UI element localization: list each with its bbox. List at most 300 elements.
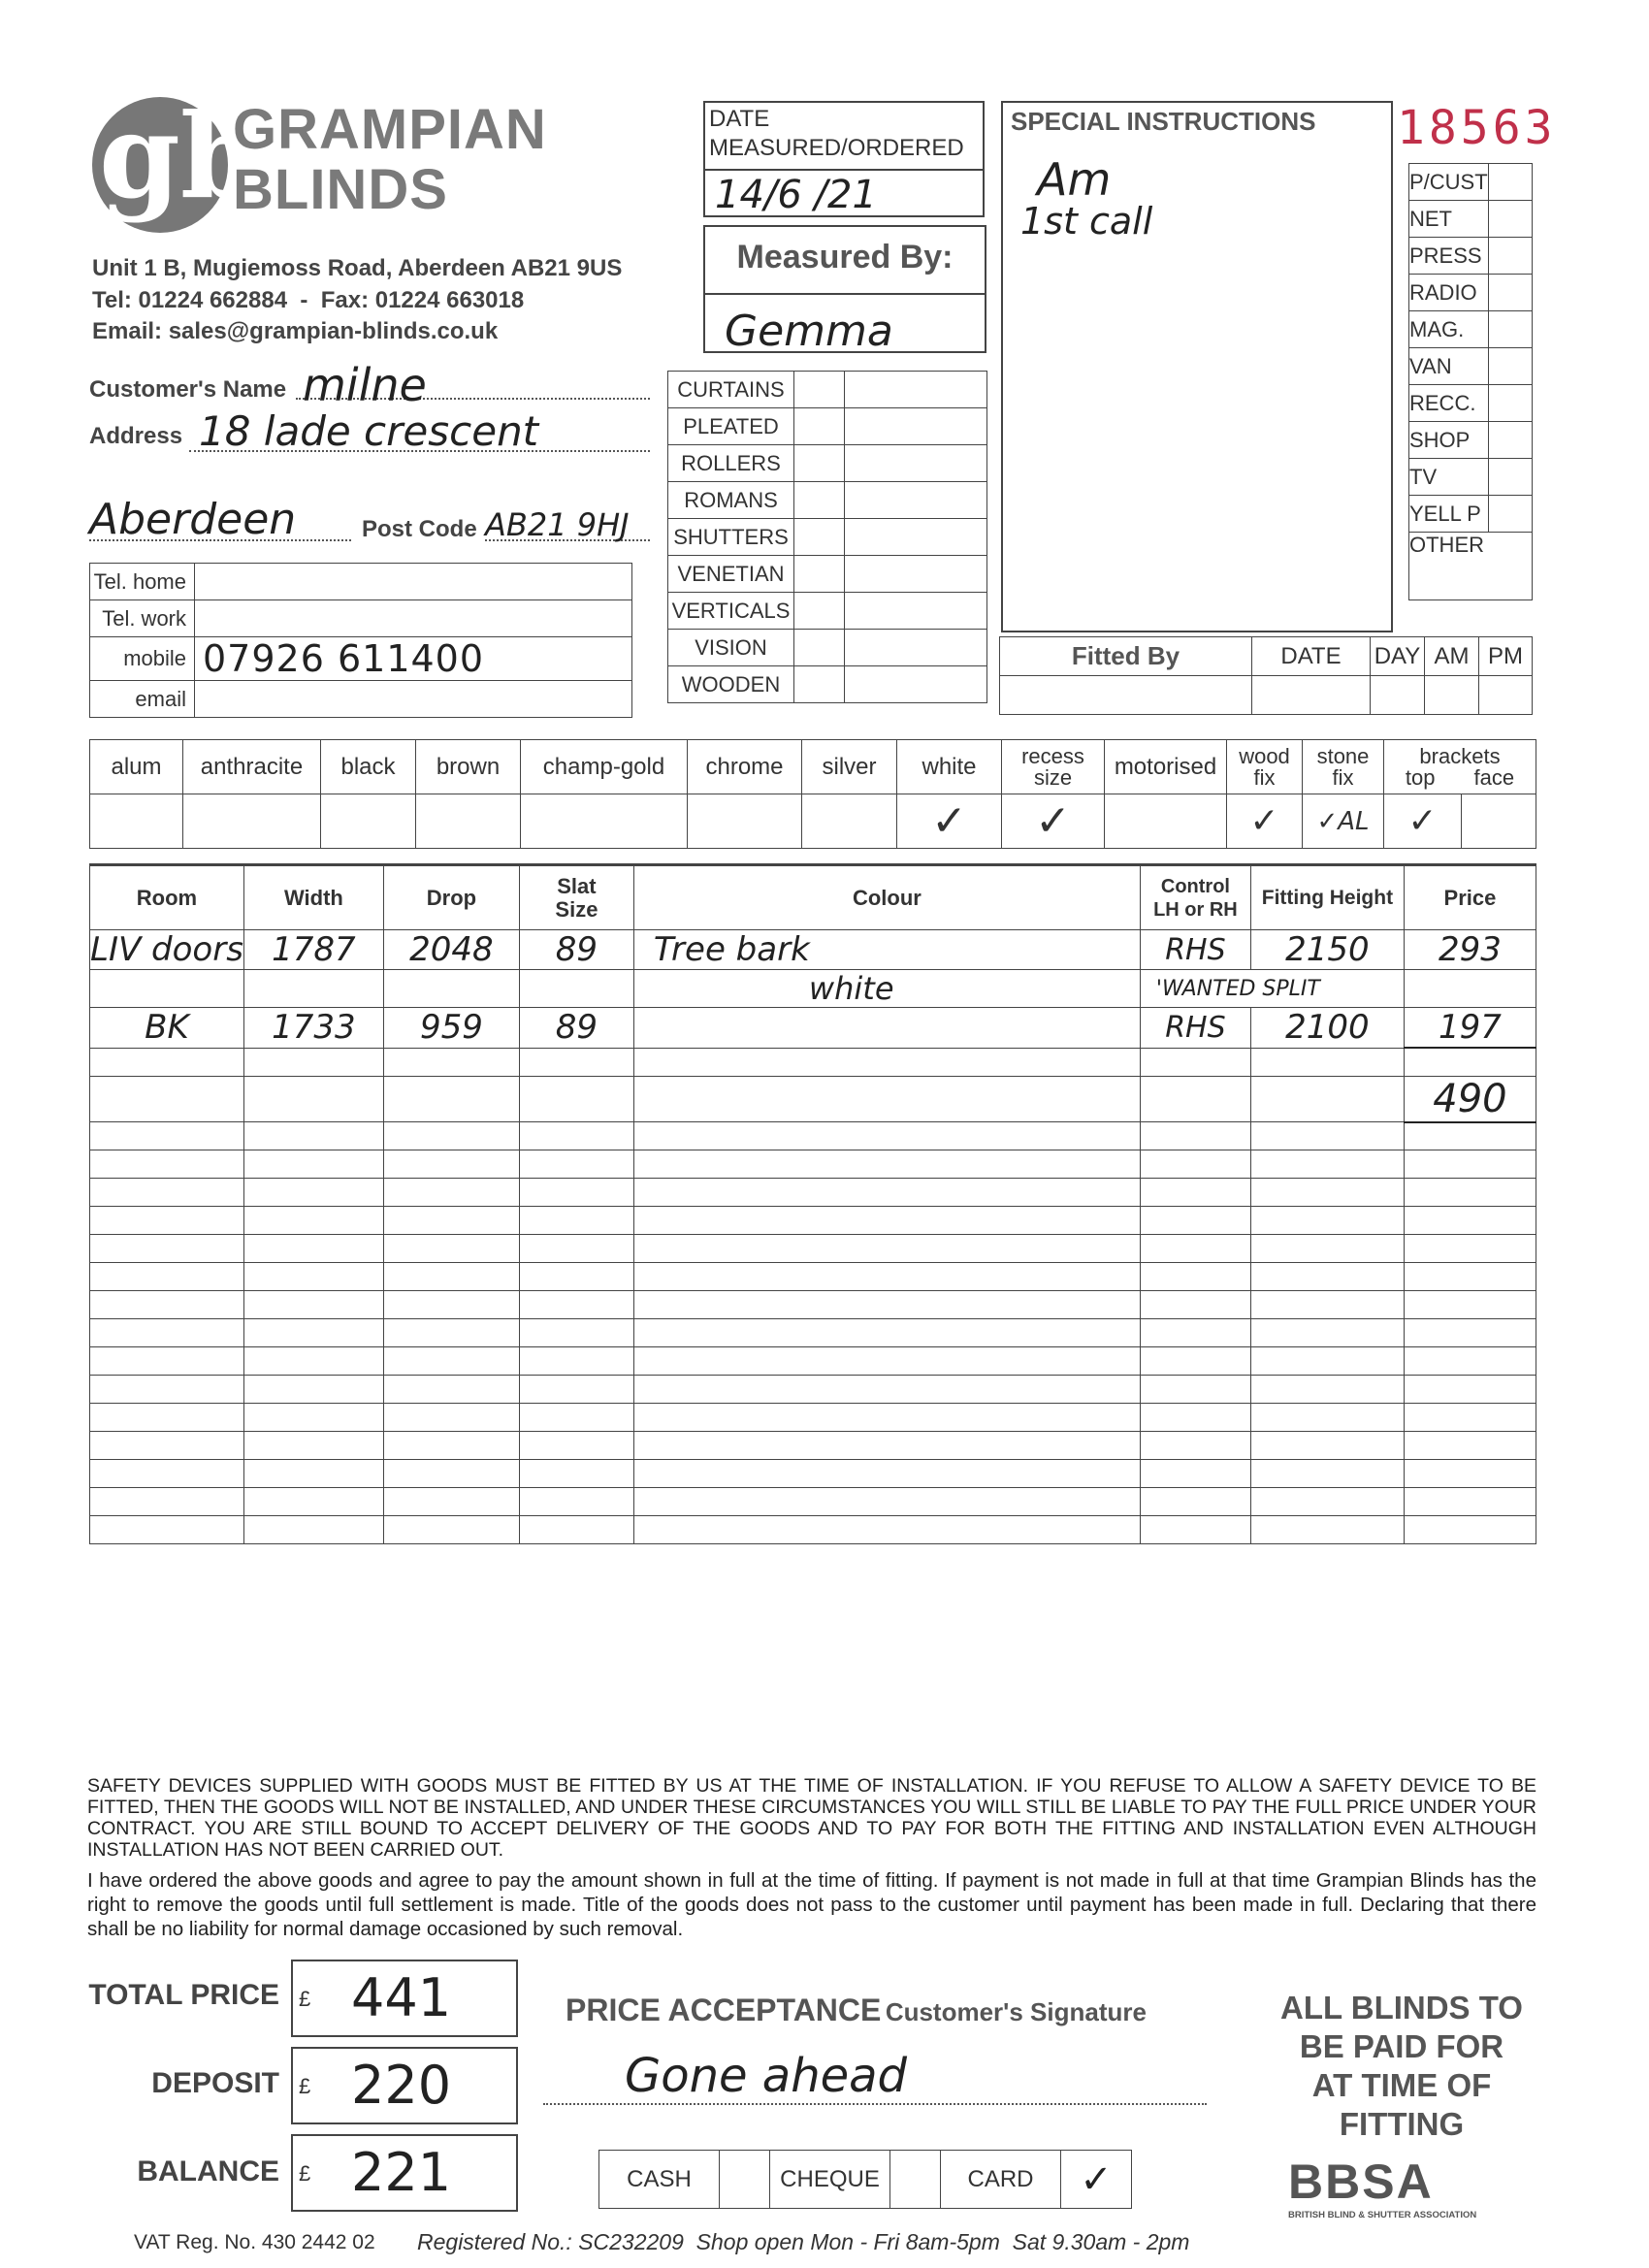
cell-empty[interactable] (1140, 1263, 1250, 1291)
cell-slat[interactable] (519, 1076, 633, 1122)
cell-control-note[interactable]: 'WANTED SPLIT (1140, 970, 1404, 1008)
cell-colour[interactable]: white (633, 970, 1140, 1008)
address-label: Address (89, 423, 183, 449)
source-label: SHOP (1409, 422, 1489, 459)
cell-empty[interactable] (90, 1235, 244, 1263)
balance-value: 221 (351, 2142, 452, 2203)
cell-empty[interactable] (383, 1291, 519, 1319)
cell-height[interactable] (1250, 1048, 1404, 1076)
cell-empty[interactable] (1250, 1488, 1404, 1516)
fitted-by-value[interactable] (1000, 676, 1252, 715)
logo-initials: gb (99, 88, 262, 225)
cell-empty[interactable] (1140, 1179, 1250, 1207)
option-checkbox[interactable] (90, 794, 183, 849)
contact-label: email (90, 681, 195, 718)
cell-empty[interactable] (1250, 1460, 1404, 1488)
cell-empty[interactable] (383, 1179, 519, 1207)
payment-method-table (598, 2150, 1132, 2209)
cell-empty[interactable] (243, 1122, 383, 1150)
cell-empty[interactable] (243, 1235, 383, 1263)
date-value: 14/6 /21 (715, 173, 877, 217)
cell-empty[interactable] (633, 1235, 1140, 1263)
product-label: ROMANS (668, 482, 794, 519)
source-label: RADIO (1409, 275, 1489, 311)
cell-colour[interactable]: Tree bark (633, 930, 1140, 970)
product-checkbox[interactable] (794, 630, 845, 666)
price-acceptance (566, 1993, 1147, 2028)
option-checkbox[interactable] (688, 794, 802, 849)
cell-empty[interactable] (243, 1460, 383, 1488)
cell-empty[interactable] (90, 1432, 244, 1460)
product-notes[interactable] (845, 408, 987, 445)
product-checkbox[interactable] (794, 372, 845, 408)
source-checkbox[interactable] (1489, 422, 1533, 459)
cell-empty[interactable] (383, 1207, 519, 1235)
product-notes[interactable] (845, 519, 987, 556)
cell-empty[interactable] (1404, 1488, 1536, 1516)
cell-empty[interactable] (1404, 1291, 1536, 1319)
col-control-line2: LH or RH (1153, 898, 1238, 921)
table-row (90, 1347, 1536, 1376)
cell-empty[interactable] (383, 1347, 519, 1376)
source-label: TV (1409, 459, 1489, 496)
option-checkbox[interactable] (183, 794, 321, 849)
safety-notice: SAFETY DEVICES SUPPLIED WITH GOODS MUST BE FITTED BY US AT THE TIME OF INSTALLATION. IF YOU REFUSE TO ALLOW A SAFETY DEVICE TO BE FITTED, THEN THE GOODS WILL NOT BE INSTALLED, AND UNDER THESE CIRCUMSTANCES YOU WILL STILL BE LIABLE TO PAY THE FULL PRICE UNDER YOUR CONTRACT. YOU ARE STILL BOUND TO ACCEPT DELIVERY OF THE GOODS AND TO PAY FOR BOTH THE FITTING AND INSTALLATION EVEN ALTHOUGH INSTALLATION HAS NOT BEEN CARRIED OUT. (87, 1775, 1536, 1861)
contact-label: mobile (90, 637, 195, 681)
option-chrome: chrome (688, 740, 802, 794)
option-stone-check[interactable]: ✓AL (1303, 794, 1384, 849)
cell-colour[interactable] (633, 1008, 1140, 1049)
measured-by-value: Gemma (725, 307, 893, 356)
cell-empty[interactable] (633, 1404, 1140, 1432)
contact-mobile-value[interactable]: 07926 611400 (195, 637, 632, 681)
cell-empty[interactable] (1140, 1347, 1250, 1376)
options-table (89, 739, 1536, 849)
cell-empty[interactable] (383, 1460, 519, 1488)
product-checkbox[interactable] (794, 445, 845, 482)
cell-empty[interactable] (1404, 1263, 1536, 1291)
source-checkbox[interactable] (1489, 201, 1533, 238)
cell-width[interactable] (243, 1076, 383, 1122)
bbsa-logo-text: BBSA (1288, 2155, 1434, 2209)
table-row (90, 930, 1536, 970)
table-row (90, 1291, 1536, 1319)
total-price-box[interactable] (291, 1960, 518, 2037)
cell-empty[interactable] (1404, 1347, 1536, 1376)
cell-empty[interactable] (519, 1432, 633, 1460)
cell-empty[interactable] (1250, 1150, 1404, 1179)
measured-by-box (703, 225, 986, 356)
source-checkbox[interactable] (1489, 385, 1533, 422)
option-silver: silver (802, 740, 897, 794)
postcode-label: Post Code (362, 516, 477, 542)
option-stone-line2: fix (1332, 764, 1354, 790)
table-row (90, 1404, 1536, 1432)
cell-empty[interactable] (1140, 1432, 1250, 1460)
option-white-check[interactable]: ✓ (897, 794, 1002, 849)
cell-height[interactable]: 2150 (1250, 930, 1404, 970)
cell-empty[interactable] (633, 1150, 1140, 1179)
contact-value[interactable] (195, 600, 632, 637)
cell-empty[interactable] (90, 1319, 244, 1347)
option-checkbox[interactable] (1462, 794, 1536, 849)
currency-symbol: £ (299, 1987, 311, 2011)
cell-width[interactable]: 1733 (243, 1008, 383, 1049)
option-alum: alum (90, 740, 183, 794)
cell-empty[interactable] (90, 1347, 244, 1376)
option-checkbox[interactable] (321, 794, 416, 849)
cell-empty[interactable] (1250, 1122, 1404, 1150)
table-row (90, 1460, 1536, 1488)
cell-control[interactable] (1140, 1048, 1250, 1076)
currency-symbol: £ (299, 2074, 311, 2098)
cell-room[interactable]: LIV doors (90, 930, 243, 969)
cell-empty[interactable] (1140, 1291, 1250, 1319)
table-row (90, 1235, 1536, 1263)
cell-room[interactable] (90, 1076, 244, 1122)
cell-empty[interactable] (519, 1460, 633, 1488)
source-checkbox[interactable] (1489, 348, 1533, 385)
cell-colour[interactable] (633, 1076, 1140, 1122)
customer-signature-label: Customer's Signature (885, 1997, 1147, 2026)
source-checkbox[interactable] (1489, 275, 1533, 311)
deposit-value: 220 (351, 2055, 452, 2116)
source-checkbox[interactable] (1489, 311, 1533, 348)
cell-empty[interactable] (633, 1319, 1140, 1347)
fitted-day-label: DAY (1371, 637, 1425, 676)
cell-empty[interactable] (1140, 1488, 1250, 1516)
option-champ-gold: champ-gold (521, 740, 688, 794)
cell-control[interactable]: RHS (1140, 930, 1250, 970)
cell-empty[interactable] (1404, 1404, 1536, 1432)
option-wood-check[interactable]: ✓ (1227, 794, 1303, 849)
product-checkbox[interactable] (794, 482, 845, 519)
cell-empty[interactable] (1250, 1291, 1404, 1319)
cell-empty[interactable] (383, 1319, 519, 1347)
cell-empty[interactable] (633, 1179, 1140, 1207)
cell-empty[interactable] (90, 1460, 244, 1488)
product-notes[interactable] (845, 445, 987, 482)
cell-empty[interactable] (1250, 1319, 1404, 1347)
customer-name: milne (303, 359, 427, 411)
balance-box[interactable] (291, 2134, 518, 2212)
option-checkbox[interactable] (1105, 794, 1227, 849)
payment-cheque-label: CHEQUE (770, 2151, 890, 2209)
cell-empty[interactable] (1404, 1179, 1536, 1207)
contact-value[interactable] (195, 681, 632, 718)
col-room: Room (90, 866, 244, 930)
cell-empty[interactable] (243, 1179, 383, 1207)
product-checkbox[interactable] (794, 593, 845, 630)
balance-label: BALANCE (137, 2155, 279, 2187)
cell-empty[interactable] (519, 1404, 633, 1432)
cell-slat[interactable] (519, 970, 633, 1008)
cell-empty[interactable] (519, 1150, 633, 1179)
cell-price[interactable] (1404, 970, 1536, 1008)
payment-cheque-checkbox[interactable] (890, 2151, 941, 2209)
cell-empty[interactable] (519, 1122, 633, 1150)
cell-empty[interactable] (633, 1516, 1140, 1544)
cell-empty[interactable] (519, 1263, 633, 1291)
option-checkbox[interactable] (521, 794, 688, 849)
cell-empty[interactable] (90, 1488, 244, 1516)
cell-empty[interactable] (1250, 1404, 1404, 1432)
table-row (90, 1008, 1536, 1049)
product-notes[interactable] (845, 556, 987, 593)
cell-empty[interactable] (90, 1376, 244, 1404)
cell-empty[interactable] (1250, 1207, 1404, 1235)
col-control (1140, 866, 1250, 930)
cell-slat[interactable]: 89 (519, 930, 633, 970)
cell-empty[interactable] (90, 1179, 244, 1207)
product-label: VENETIAN (668, 556, 794, 593)
cell-drop[interactable]: 959 (383, 1008, 519, 1049)
table-row (90, 1319, 1536, 1347)
cell-empty[interactable] (633, 1347, 1140, 1376)
deposit-label: DEPOSIT (151, 2067, 279, 2099)
cell-price[interactable]: 197 (1404, 1008, 1536, 1049)
cell-empty[interactable] (519, 1207, 633, 1235)
product-notes[interactable] (845, 372, 987, 408)
cell-empty[interactable] (1404, 1376, 1536, 1404)
total-price-value: 441 (351, 1967, 452, 2028)
table-row (90, 1488, 1536, 1516)
product-notes[interactable] (845, 482, 987, 519)
cell-empty[interactable] (1404, 1235, 1536, 1263)
cell-empty[interactable] (90, 1122, 244, 1150)
payment-notice-line2: BE PAID FOR (1299, 2028, 1504, 2064)
cell-empty[interactable] (90, 1150, 244, 1179)
product-notes[interactable] (845, 666, 987, 703)
cell-drop[interactable] (383, 1076, 519, 1122)
table-row (90, 1048, 1536, 1076)
cell-empty[interactable] (519, 1347, 633, 1376)
cell-empty[interactable] (90, 1516, 244, 1544)
customer-postcode: AB21 9HJ (485, 506, 630, 543)
product-label: VERTICALS (668, 593, 794, 630)
cell-width[interactable]: 1787 (243, 930, 383, 970)
cell-empty[interactable] (383, 1516, 519, 1544)
source-checkbox[interactable] (1489, 459, 1533, 496)
cell-empty[interactable] (243, 1488, 383, 1516)
option-checkbox[interactable] (802, 794, 897, 849)
cell-empty[interactable] (383, 1432, 519, 1460)
cell-empty[interactable] (1250, 1263, 1404, 1291)
option-wood-fix (1227, 740, 1303, 794)
cell-empty[interactable] (633, 1291, 1140, 1319)
table-row (90, 1376, 1536, 1404)
cell-empty[interactable] (1404, 1432, 1536, 1460)
cell-empty[interactable] (519, 1376, 633, 1404)
cell-empty[interactable] (519, 1319, 633, 1347)
cell-room[interactable]: BK (90, 1008, 244, 1049)
option-brown: brown (416, 740, 521, 794)
option-top-check[interactable]: ✓ (1384, 794, 1462, 849)
col-price: Price (1404, 866, 1536, 930)
cell-empty[interactable] (633, 1460, 1140, 1488)
cell-empty[interactable] (1250, 1235, 1404, 1263)
option-anthracite: anthracite (183, 740, 321, 794)
source-label: P/CUST (1409, 164, 1489, 201)
option-checkbox[interactable] (416, 794, 521, 849)
special-instructions-line2: 1st call (1020, 200, 1153, 243)
product-checkbox[interactable] (794, 556, 845, 593)
cell-slat[interactable] (519, 1048, 633, 1076)
cell-slat[interactable]: 89 (519, 1008, 633, 1049)
table-row (90, 1432, 1536, 1460)
payment-notice-line1: ALL BLINDS TO (1280, 1990, 1523, 2025)
cell-empty[interactable] (1250, 1376, 1404, 1404)
cell-empty[interactable] (1404, 1122, 1536, 1150)
cell-control[interactable] (1140, 1076, 1250, 1122)
cell-empty[interactable] (1250, 1347, 1404, 1376)
cell-empty[interactable] (633, 1488, 1140, 1516)
company-phone: Tel: 01224 662884 - Fax: 01224 663018 (92, 287, 525, 313)
cell-price-total[interactable]: 490 (1404, 1076, 1536, 1122)
cell-empty[interactable] (519, 1179, 633, 1207)
source-checkbox[interactable] (1489, 496, 1533, 533)
cell-empty[interactable] (1140, 1150, 1250, 1179)
product-checkbox[interactable] (794, 408, 845, 445)
cell-empty[interactable] (633, 1263, 1140, 1291)
payment-cash-label: CASH (599, 2151, 720, 2209)
cell-empty[interactable] (1140, 1235, 1250, 1263)
cell-empty[interactable] (1404, 1207, 1536, 1235)
customer-name-label: Customer's Name (89, 376, 287, 403)
cell-room[interactable] (90, 1048, 244, 1076)
cell-empty[interactable] (1250, 1516, 1404, 1544)
source-label: VAN (1409, 348, 1489, 385)
cell-empty[interactable] (243, 1516, 383, 1544)
cell-colour[interactable] (633, 1048, 1140, 1076)
cell-empty[interactable] (243, 1207, 383, 1235)
contact-value[interactable] (195, 564, 632, 600)
cell-empty[interactable] (519, 1235, 633, 1263)
option-wood-line1: wood (1239, 743, 1290, 768)
cell-empty[interactable] (383, 1263, 519, 1291)
cell-empty[interactable] (1250, 1432, 1404, 1460)
deposit-box[interactable] (291, 2047, 518, 2124)
cell-empty[interactable] (1140, 1207, 1250, 1235)
cell-empty[interactable] (243, 1376, 383, 1404)
product-notes[interactable] (845, 593, 987, 630)
cell-empty[interactable] (1250, 1179, 1404, 1207)
cell-empty[interactable] (1404, 1516, 1536, 1544)
product-checkbox[interactable] (794, 519, 845, 556)
source-label: YELL P (1409, 496, 1489, 533)
cell-empty[interactable] (633, 1207, 1140, 1235)
table-row (90, 1076, 1536, 1122)
cell-empty[interactable] (243, 1432, 383, 1460)
cell-empty[interactable] (383, 1376, 519, 1404)
contact-label: Tel. work (90, 600, 195, 637)
cell-empty[interactable] (243, 1347, 383, 1376)
cell-empty[interactable] (633, 1432, 1140, 1460)
col-slat-size (519, 866, 633, 930)
table-row (90, 1150, 1536, 1179)
cell-empty[interactable] (90, 1207, 244, 1235)
fitted-pm-value[interactable] (1479, 676, 1533, 715)
source-label: MAG. (1409, 311, 1489, 348)
cell-empty[interactable] (1140, 1516, 1250, 1544)
cell-empty[interactable] (1404, 1150, 1536, 1179)
cell-empty[interactable] (243, 1150, 383, 1179)
cell-empty[interactable] (519, 1488, 633, 1516)
customer-address-line2: Aberdeen (89, 495, 297, 544)
payment-cash-checkbox[interactable] (720, 2151, 770, 2209)
cell-width[interactable] (243, 1048, 383, 1076)
cell-drop[interactable]: 2048 (383, 930, 519, 970)
cell-empty[interactable] (1404, 1460, 1536, 1488)
cell-empty[interactable] (1140, 1460, 1250, 1488)
cell-empty[interactable] (90, 1404, 244, 1432)
cell-empty[interactable] (383, 1150, 519, 1179)
cell-empty[interactable] (1140, 1404, 1250, 1432)
cell-empty[interactable] (1140, 1122, 1250, 1150)
bbsa-caption: BRITISH BLIND & SHUTTER ASSOCIATION (1288, 2210, 1477, 2220)
source-checkbox[interactable] (1489, 164, 1533, 201)
cell-empty[interactable] (383, 1122, 519, 1150)
order-number: 18563 (1397, 101, 1557, 155)
cell-empty[interactable] (1404, 1319, 1536, 1347)
source-label: PRESS (1409, 238, 1489, 275)
cell-price[interactable] (1404, 1048, 1536, 1076)
cell-drop[interactable] (383, 970, 519, 1008)
cell-height[interactable]: 2100 (1250, 1008, 1404, 1049)
cell-empty[interactable] (1140, 1319, 1250, 1347)
fitted-am-value[interactable] (1425, 676, 1479, 715)
cell-price[interactable]: 293 (1404, 930, 1536, 970)
cell-empty[interactable] (90, 1291, 244, 1319)
option-recess-line2: size (1033, 764, 1073, 790)
cell-empty[interactable] (1140, 1376, 1250, 1404)
fitted-day-value[interactable] (1371, 676, 1425, 715)
cell-empty[interactable] (633, 1122, 1140, 1150)
cell-control[interactable]: RHS (1140, 1008, 1250, 1049)
product-checkbox[interactable] (794, 666, 845, 703)
cell-drop[interactable] (383, 1048, 519, 1076)
table-row (90, 1516, 1536, 1544)
source-label: RECC. (1409, 385, 1489, 422)
cell-empty[interactable] (243, 1404, 383, 1432)
option-recess-check[interactable]: ✓ (1002, 794, 1105, 849)
table-row (90, 1122, 1536, 1150)
product-notes[interactable] (845, 630, 987, 666)
customer-signature[interactable]: Gone ahead (625, 2049, 908, 2103)
cell-width[interactable] (243, 970, 383, 1008)
cell-empty[interactable] (243, 1263, 383, 1291)
source-checkbox[interactable] (1489, 238, 1533, 275)
special-instructions-line1: Am (1037, 153, 1112, 206)
cell-empty[interactable] (90, 1263, 244, 1291)
cell-empty[interactable] (633, 1376, 1140, 1404)
col-drop: Drop (383, 866, 519, 930)
cell-room[interactable] (90, 970, 244, 1008)
fitted-am-label: AM (1425, 637, 1479, 676)
contact-label: Tel. home (90, 564, 195, 600)
cell-empty[interactable] (519, 1516, 633, 1544)
payment-notice-line3: AT TIME OF (1311, 2067, 1492, 2103)
cell-empty[interactable] (383, 1404, 519, 1432)
cell-empty[interactable] (383, 1235, 519, 1263)
payment-card-checkbox[interactable]: ✓ (1061, 2151, 1132, 2209)
fitted-date-value[interactable] (1252, 676, 1371, 715)
cell-empty[interactable] (243, 1291, 383, 1319)
cell-empty[interactable] (243, 1319, 383, 1347)
cell-empty[interactable] (383, 1488, 519, 1516)
cell-empty[interactable] (519, 1291, 633, 1319)
cell-height[interactable] (1250, 1076, 1404, 1122)
